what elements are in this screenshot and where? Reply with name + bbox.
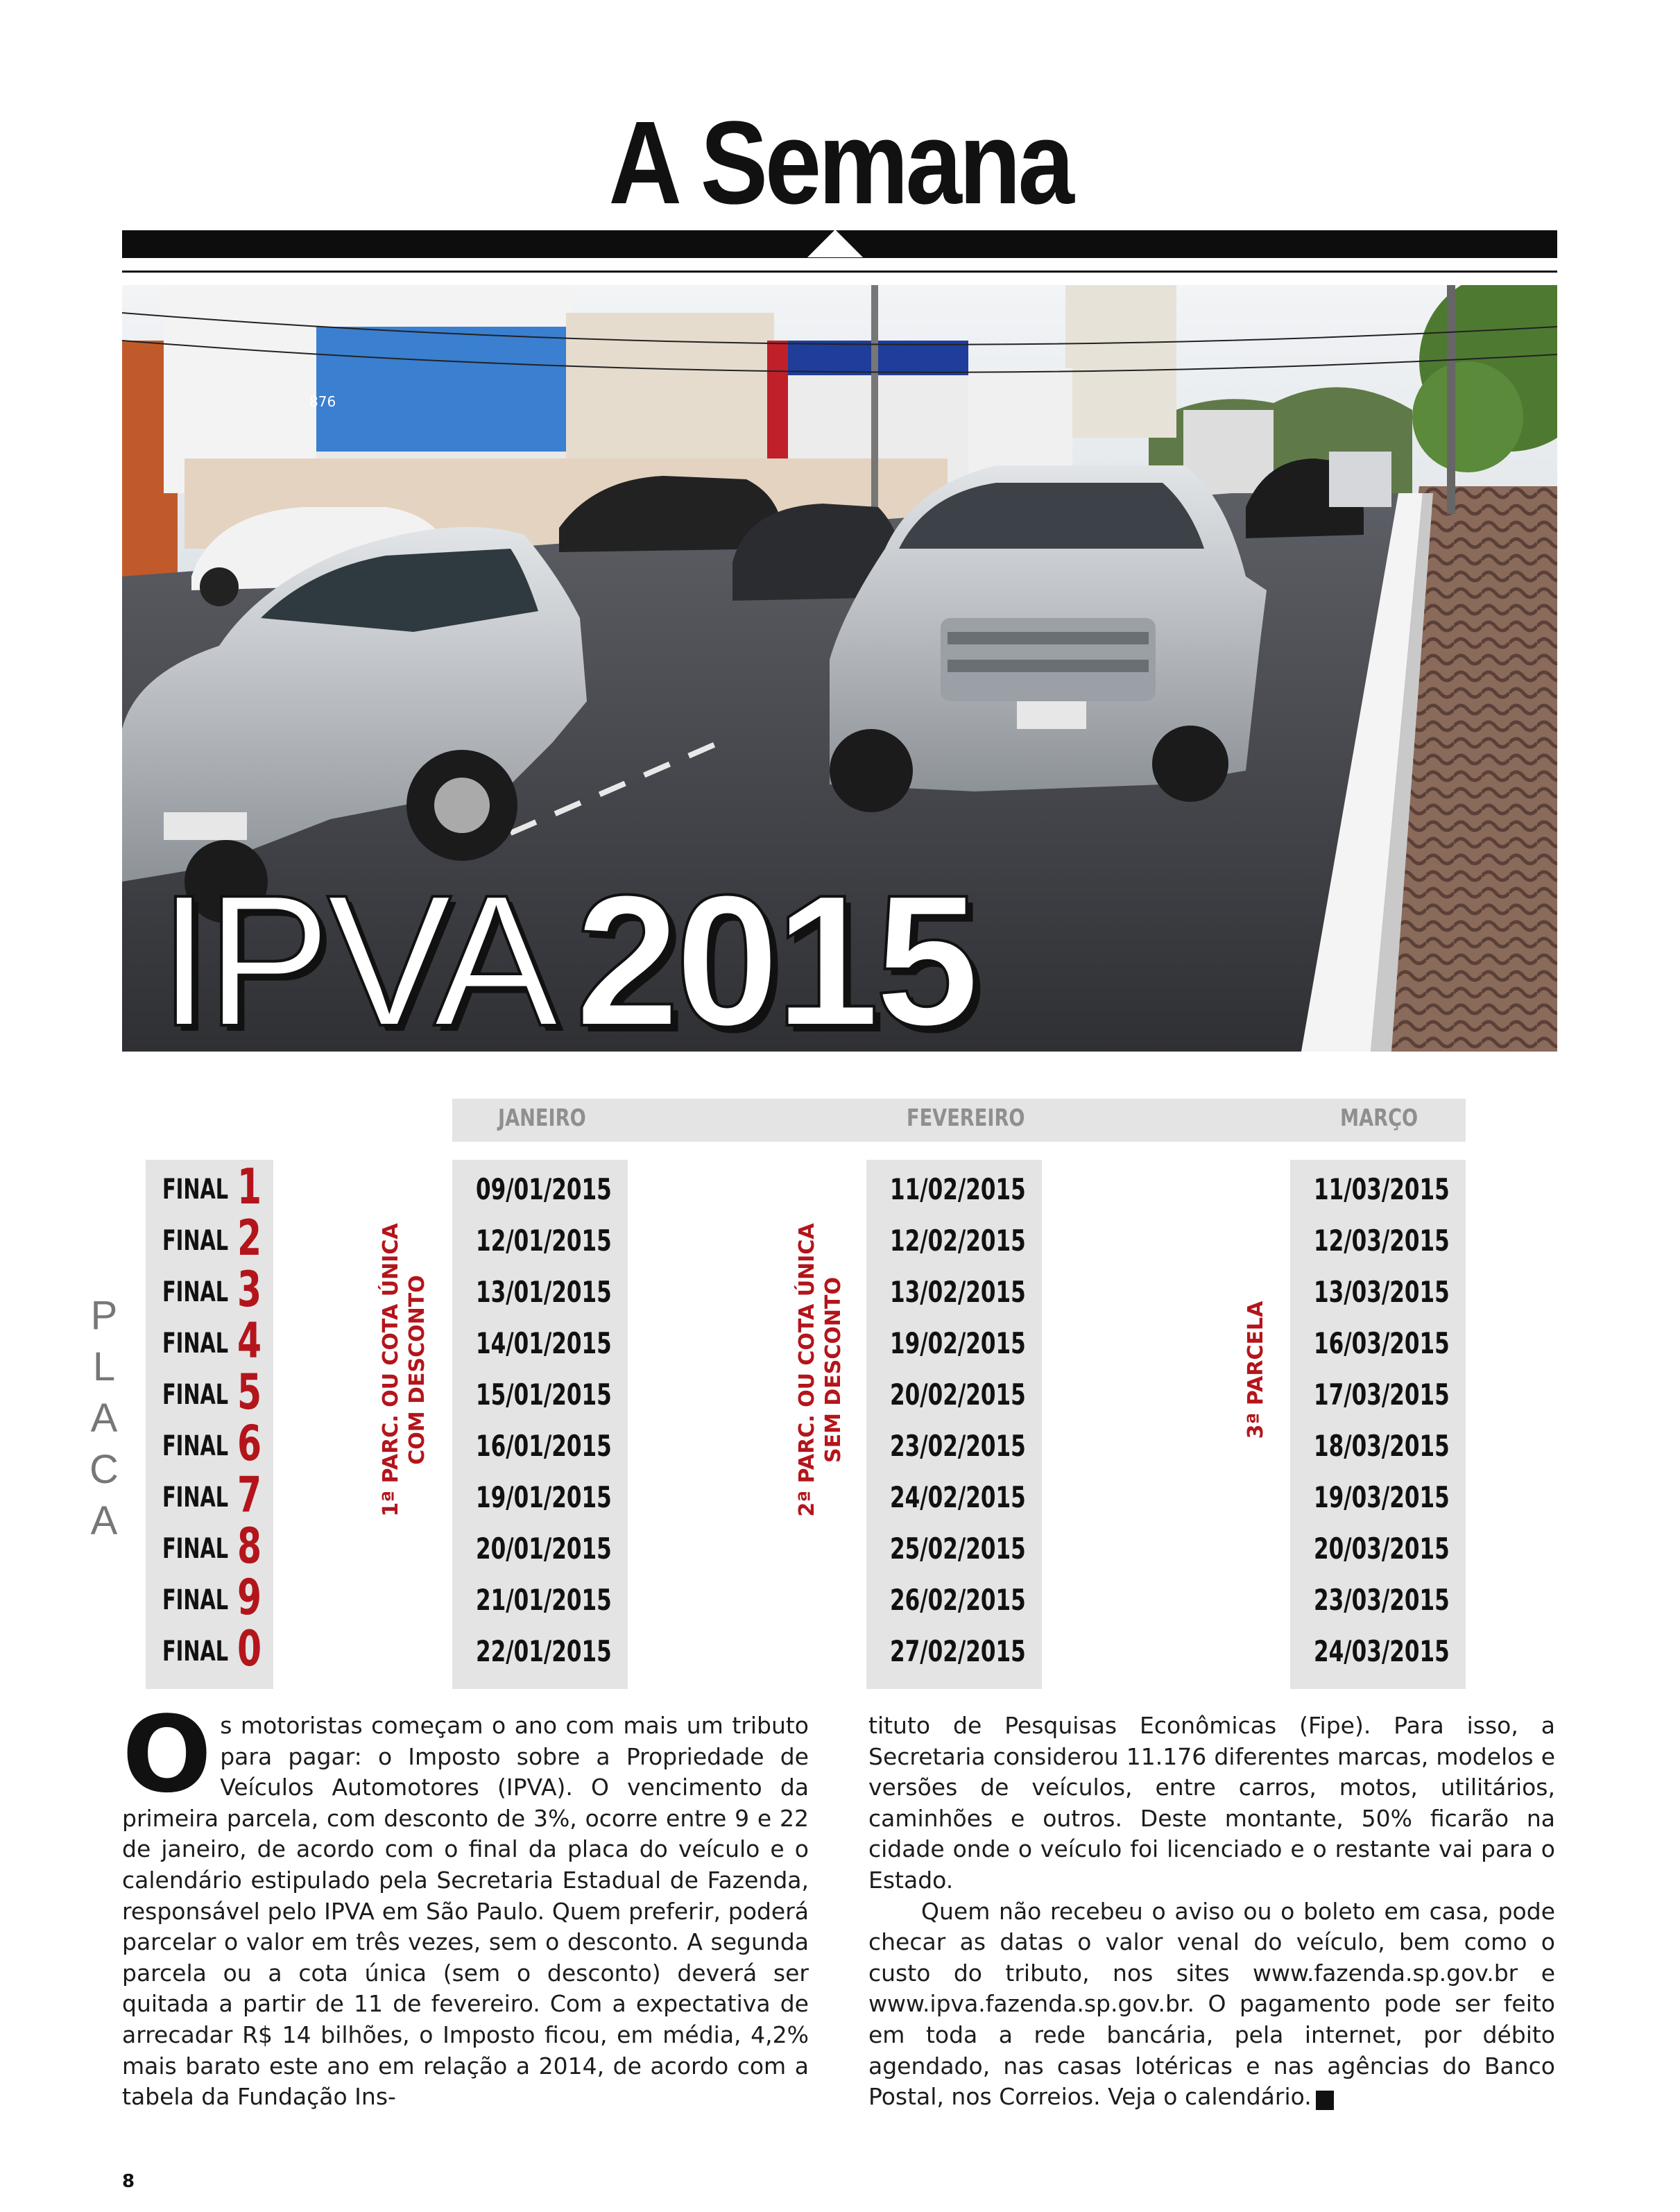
article-col2-paragraph-2 — [868, 1896, 1555, 2113]
installment-label-2 — [794, 1183, 850, 1557]
final-word: FINAL — [162, 1379, 229, 1411]
installment-3-line1: 3ª PARCELA — [1244, 1301, 1268, 1439]
date-cell: 13/02/2015 — [890, 1275, 1026, 1309]
date-cell: 21/01/2015 — [476, 1583, 612, 1617]
headline-word: IPVA — [158, 857, 555, 1052]
date-cell: 25/02/2015 — [890, 1532, 1026, 1566]
final-word: FINAL — [162, 1584, 229, 1616]
placa-letter: L — [92, 1344, 116, 1389]
installment-label-3 — [1243, 1183, 1271, 1557]
date-cell: 20/03/2015 — [1314, 1532, 1450, 1566]
article-col2-paragraph-2-text: Quem não recebeu o aviso ou o boleto em casa, pode checar as datas o valor venal do veículo, bem como o custo do tributo, nos sites www.fazenda.sp.gov.br e www.ipva.fazenda.sp.gov.br. O pagamento pode ser feito em toda a rede bancária, pela internet, por débito agendado, nas casas lotéricas e nas agências do Banco Postal, nos Correios. Veja o calendário. — [868, 1897, 1555, 2111]
final-word: FINAL — [162, 1276, 229, 1308]
placa-letters — [83, 1290, 125, 1547]
final-digit: 8 — [237, 1518, 262, 1575]
installment-label-1 — [378, 1183, 434, 1557]
final-word: FINAL — [162, 1636, 229, 1667]
final-digit: 3 — [237, 1261, 262, 1318]
date-cell: 19/01/2015 — [476, 1480, 612, 1514]
installment-1-line1: 1ª PARC. OU COTA ÚNICA — [379, 1223, 403, 1517]
date-cell: 12/03/2015 — [1314, 1224, 1450, 1258]
masthead-rule — [122, 271, 1557, 273]
dropcap: O — [122, 1693, 212, 1816]
final-row — [162, 1569, 273, 1626]
final-word: FINAL — [162, 1482, 229, 1514]
article-column-1 — [122, 1693, 809, 2113]
installment-1-line2: COM DESCONTO — [405, 1275, 429, 1465]
month-march: MARÇO — [1340, 1104, 1418, 1132]
date-cell: 13/01/2015 — [476, 1275, 612, 1309]
placa-letter: A — [90, 1396, 118, 1441]
date-cell: 17/03/2015 — [1314, 1378, 1450, 1412]
month-february: FEVEREIRO — [907, 1104, 1025, 1132]
final-row — [162, 1312, 273, 1369]
final-word: FINAL — [162, 1225, 229, 1257]
date-cell: 24/03/2015 — [1314, 1634, 1450, 1668]
date-cell: 16/03/2015 — [1314, 1326, 1450, 1360]
final-row — [162, 1158, 273, 1215]
date-cell: 19/03/2015 — [1314, 1480, 1450, 1514]
date-cell: 18/03/2015 — [1314, 1429, 1450, 1463]
street-traffic-photo — [122, 285, 1557, 1052]
page-number: 8 — [122, 2171, 135, 2192]
date-cell: 27/02/2015 — [890, 1634, 1026, 1668]
date-cell: 12/02/2015 — [890, 1224, 1026, 1258]
final-word: FINAL — [162, 1533, 229, 1565]
installment-2-line2: SEM DESCONTO — [821, 1277, 846, 1463]
final-row — [162, 1415, 273, 1472]
final-digit: 2 — [237, 1210, 262, 1267]
date-cell: 13/03/2015 — [1314, 1275, 1450, 1309]
final-row — [162, 1518, 273, 1575]
headline-year: 2015 — [575, 857, 975, 1052]
final-digit: 7 — [237, 1466, 262, 1523]
date-cell: 14/01/2015 — [476, 1326, 612, 1360]
section-title: A Semana — [608, 97, 1072, 229]
end-mark-icon: r — [1316, 2091, 1334, 2110]
date-cell: 20/02/2015 — [890, 1378, 1026, 1412]
article-col1-text: s motoristas começam o ano com mais um tributo para pagar: o Imposto sobre a Propriedade de Veículos Automotores (IPVA). O vencimento da primeira parcela, com desconto de 3%, ocorre entre 9 e 22 de janeiro, de acordo com o final da placa do veículo e o calendário estipulado pela Secretaria Estadual de Fazenda, responsável pelo IPVA em São Paulo. Quem preferir, poderá parcelar o valor em três vezes, sem o desconto. A segunda parcela ou a cota única (sem o desconto) deverá ser quitada a partir de 11 de fevereiro. Com a expectativa de arrecadar R$ 14 bilhões, o Imposto ficou, em média, 4,2% mais barato este ano em relação a 2014, de acordo com a tabela da Fundação Ins- — [122, 1712, 809, 2111]
final-row — [162, 1364, 273, 1421]
photo-headline — [158, 857, 975, 1052]
final-row — [162, 1210, 273, 1267]
final-word: FINAL — [162, 1174, 229, 1206]
installment-2-line1: 2ª PARC. OU COTA ÚNICA — [795, 1223, 819, 1517]
final-row — [162, 1261, 273, 1318]
date-cell: 20/01/2015 — [476, 1532, 612, 1566]
date-cell: 22/01/2015 — [476, 1634, 612, 1668]
placa-letter: C — [89, 1447, 119, 1492]
date-cell: 23/03/2015 — [1314, 1583, 1450, 1617]
date-cell: 19/02/2015 — [890, 1326, 1026, 1360]
final-digit: 1 — [237, 1158, 262, 1215]
article-column-2 — [868, 1711, 1555, 2113]
date-cell: 15/01/2015 — [476, 1378, 612, 1412]
placa-letter: A — [90, 1498, 118, 1543]
date-cell: 23/02/2015 — [890, 1429, 1026, 1463]
month-january: JANEIRO — [498, 1104, 586, 1132]
final-digit: 0 — [237, 1620, 262, 1677]
final-row — [162, 1620, 273, 1677]
date-cell: 09/01/2015 — [476, 1172, 612, 1206]
final-digit: 5 — [237, 1364, 262, 1421]
final-row — [162, 1466, 273, 1523]
date-cell: 26/02/2015 — [890, 1583, 1026, 1617]
date-cell: 12/01/2015 — [476, 1224, 612, 1258]
final-digit: 6 — [237, 1415, 262, 1472]
final-word: FINAL — [162, 1430, 229, 1462]
date-cell: 24/02/2015 — [890, 1480, 1026, 1514]
date-cell: 11/03/2015 — [1314, 1172, 1450, 1206]
placa-label — [83, 1290, 125, 1547]
final-digit: 9 — [237, 1569, 262, 1626]
building-number: 876 — [309, 393, 336, 410]
date-cell: 16/01/2015 — [476, 1429, 612, 1463]
article-col2-paragraph-1: tituto de Pesquisas Econômicas (Fipe). Para isso, a Secretaria considerou 11.176 diferentes marcas, modelos e versões de veículos, entre carros, motos, utilitários, caminhões e outros. Deste montante, 50% ficarão na cidade onde o veículo foi licenciado e o restante vai para o Estado. — [868, 1712, 1555, 1894]
placa-letter: P — [90, 1293, 118, 1338]
final-word: FINAL — [162, 1328, 229, 1360]
final-digit: 4 — [237, 1312, 262, 1369]
date-cell: 11/02/2015 — [890, 1172, 1026, 1206]
masthead-notch — [807, 230, 863, 257]
